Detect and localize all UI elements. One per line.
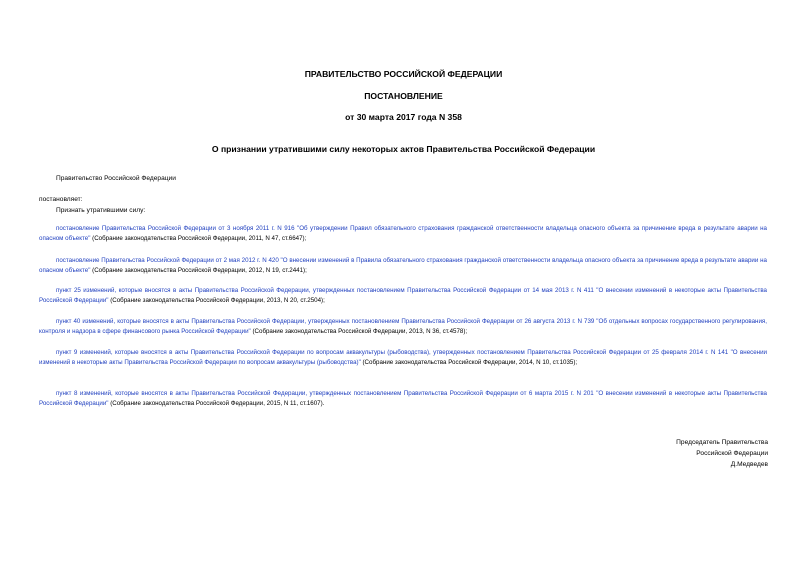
citation-text: (Собрание законодательства Российской Федерации, 2014, N 10, ст.1035); [360,359,578,366]
decrees-text: постановляет: [39,196,83,203]
document-link[interactable]: пункт 25 изменений, которые вносятся в акты Правительства Российской Федерации, утвержденных постановлением Правительства Российской Федерации от 14 мая 2013 г. N 411 "О внесении изменений в некоторые акты Правительства Российской Федерации" [39,287,767,304]
signature-name: Д.Медведев [730,461,768,468]
signature-block [568,437,768,470]
citation-text: (Собрание законодательства Российской Федерации, 2013, N 20, ст.2504); [108,297,325,304]
document-link[interactable]: постановление Правительства Российской Федерации от 3 ноября 2011 г. N 916 "Об утверждении Правил обязательного страхования гражданской ответственности владельца опасного объекта за причинение вреда в результате аварии на опасном объекте" [39,225,767,242]
list-item [39,389,767,409]
signature-body: Российской Федерации [696,450,768,457]
doc-type-heading: ПОСТАНОВЛЕНИЕ [364,91,443,101]
document-link[interactable]: пункт 40 изменений, которые вносятся в акты Правительства Российской Федерации, утвержденных постановлением Правительства Российской Федерации от 26 августа 2013 г. N 739 "Об отдельных вопросах государственного регулирования, контроля и надзора в сфере финансового рынка Российской Федерации" [39,318,767,335]
list-item [39,224,767,244]
document-link[interactable]: постановление Правительства Российской Федерации от 2 мая 2012 г. N 420 "О внесении изменений в Правила обязательного страхования гражданской ответственности владельца опасного объекта за причинение вреда в результате аварии на опасном объекте" [39,257,767,274]
citation-text: (Собрание законодательства Российской Федерации, 2013, N 36, ст.4578); [250,328,468,335]
recognize-text: Признать утратившими силу: [56,207,146,214]
signature-position: Председатель Правительства [676,439,768,446]
citation-text: (Собрание законодательства Российской Федерации, 2015, N 11, ст.1607). [108,400,325,407]
government-heading: ПРАВИТЕЛЬСТВО РОССИЙСКОЙ ФЕДЕРАЦИИ [304,69,503,79]
date-number-heading: от 30 марта 2017 года N 358 [345,112,462,122]
citation-text: (Собрание законодательства Российской Федерации, 2012, N 19, ст.2441); [90,267,307,274]
list-item [39,286,767,306]
list-item [39,256,767,276]
document-title: О признании утратившими силу некоторых актов Правительства Российской Федерации [211,144,596,154]
list-item [39,317,767,337]
document-link[interactable]: пункт 9 изменений, которые вносятся в акты Правительства Российской Федерации по вопросам аквакультуры (рыбоводства), утвержденных постановлением Правительства Российской Федерации от 25 февраля 2014 г. N 141 "О внесении изменений в некоторые акты Правительства Российской Федерации по вопросам аквакультуры (рыбоводства)" [39,349,767,366]
citation-text: (Собрание законодательства Российской Федерации, 2011, N 47, ст.6647); [90,235,307,242]
list-item [39,348,767,368]
document-link[interactable]: пункт 8 изменений, которые вносятся в акты Правительства Российской Федерации, утвержденных постановлением Правительства Российской Федерации от 6 марта 2015 г. N 201 "О внесении изменений в некоторые акты Правительства Российской Федерации" [39,390,767,407]
authority-text: Правительство Российской Федерации [56,175,176,182]
